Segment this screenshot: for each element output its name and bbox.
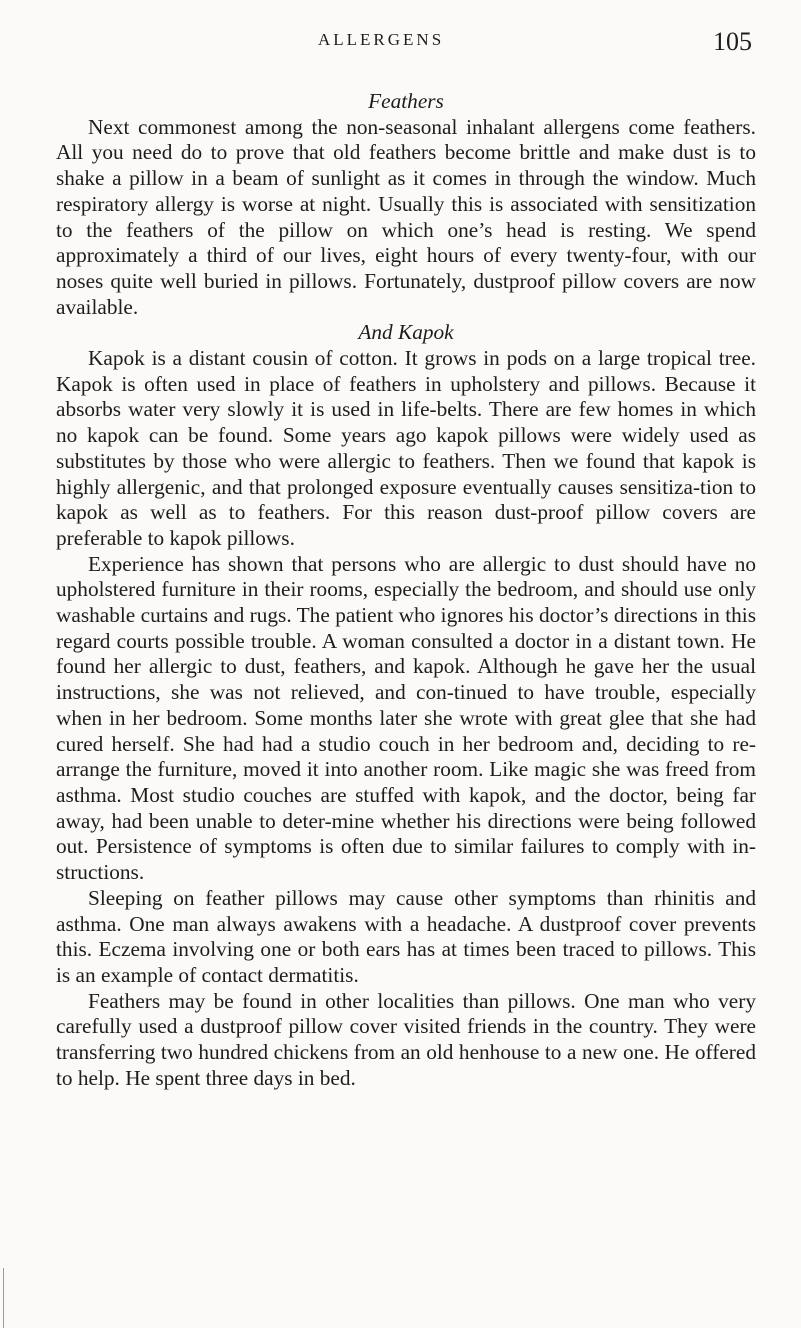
section-heading-kapok: And Kapok <box>358 320 454 345</box>
paragraph: Feathers may be found in other localities than pillows. One man who very carefully used a dustproof pillow cover visited friends in the country. They were transferring two hundred chickens from an old henhouse to a new one. He offered to help. He spent three days in bed. <box>56 988 756 1090</box>
page-number: 105 <box>713 27 752 56</box>
paragraph: Next commonest among the non-seasonal inhalant allergens come feathers. All you need do to prove that old feathers become brittle and make dust is to shake a pillow in a beam of sunlight as it comes in through the window. Much respiratory allergy is worse at night. Usually this is associated with sensitization to the feathers of the pillow on which one’s head is resting. We spend approximately a third of our lives, eight hours of every twenty-four, with our noses quite well buried in pillows. Fortunately, dustproof pillow covers are now available. <box>56 114 756 319</box>
running-head: ALLERGENS <box>318 30 445 49</box>
body-text <box>56 89 756 1091</box>
paragraph: Experience has shown that persons who are allergic to dust should have no upholstered furniture in their rooms, especially the bedroom, and should use only washable curtains and rugs. The patient who ignores his doctor’s directions in this regard courts possible trouble. A woman consulted a doctor in a distant town. He found her allergic to dust, feathers, and kapok. Although he gave her the usual instructions, she was not relieved, and con-tinued to have trouble, especially when in her bedroom. Some months later she wrote with great glee that she had cured herself. She had had a studio couch in her bedroom and, deciding to re-arrange the furniture, moved it into another room. Like magic she was freed from asthma. Most studio couches are stuffed with kapok, and the doctor, being far away, had been unable to deter-mine whether his directions were being followed out. Persistence of symptoms is often due to similar failures to comply with in-structions. <box>56 551 756 885</box>
section-heading-feathers: Feathers <box>368 89 444 113</box>
page-edge-line <box>3 1268 4 1328</box>
paragraph: Sleeping on feather pillows may cause other symptoms than rhinitis and asthma. One man always awakens with a headache. A dustproof cover prevents this. Eczema involving one or both ears has at times been traced to pillows. This is an example of contact dermatitis. <box>56 885 756 987</box>
paragraph: Kapok is a distant cousin of cotton. It grows in pods on a large tropical tree. Kapok is often used in place of feathers in upholstery and pillows. Because it absorbs water very slowly it is used in life-belts. There are few homes in which no kapok can be found. Some years ago kapok pillows were widely used as substitutes by those who were allergic to feathers. Then we found that kapok is highly allergenic, and that prolonged exposure eventually causes sensitiza-tion to kapok as well as to feathers. For this reason dust-proof pillow covers are preferable to kapok pillows. <box>56 346 756 550</box>
